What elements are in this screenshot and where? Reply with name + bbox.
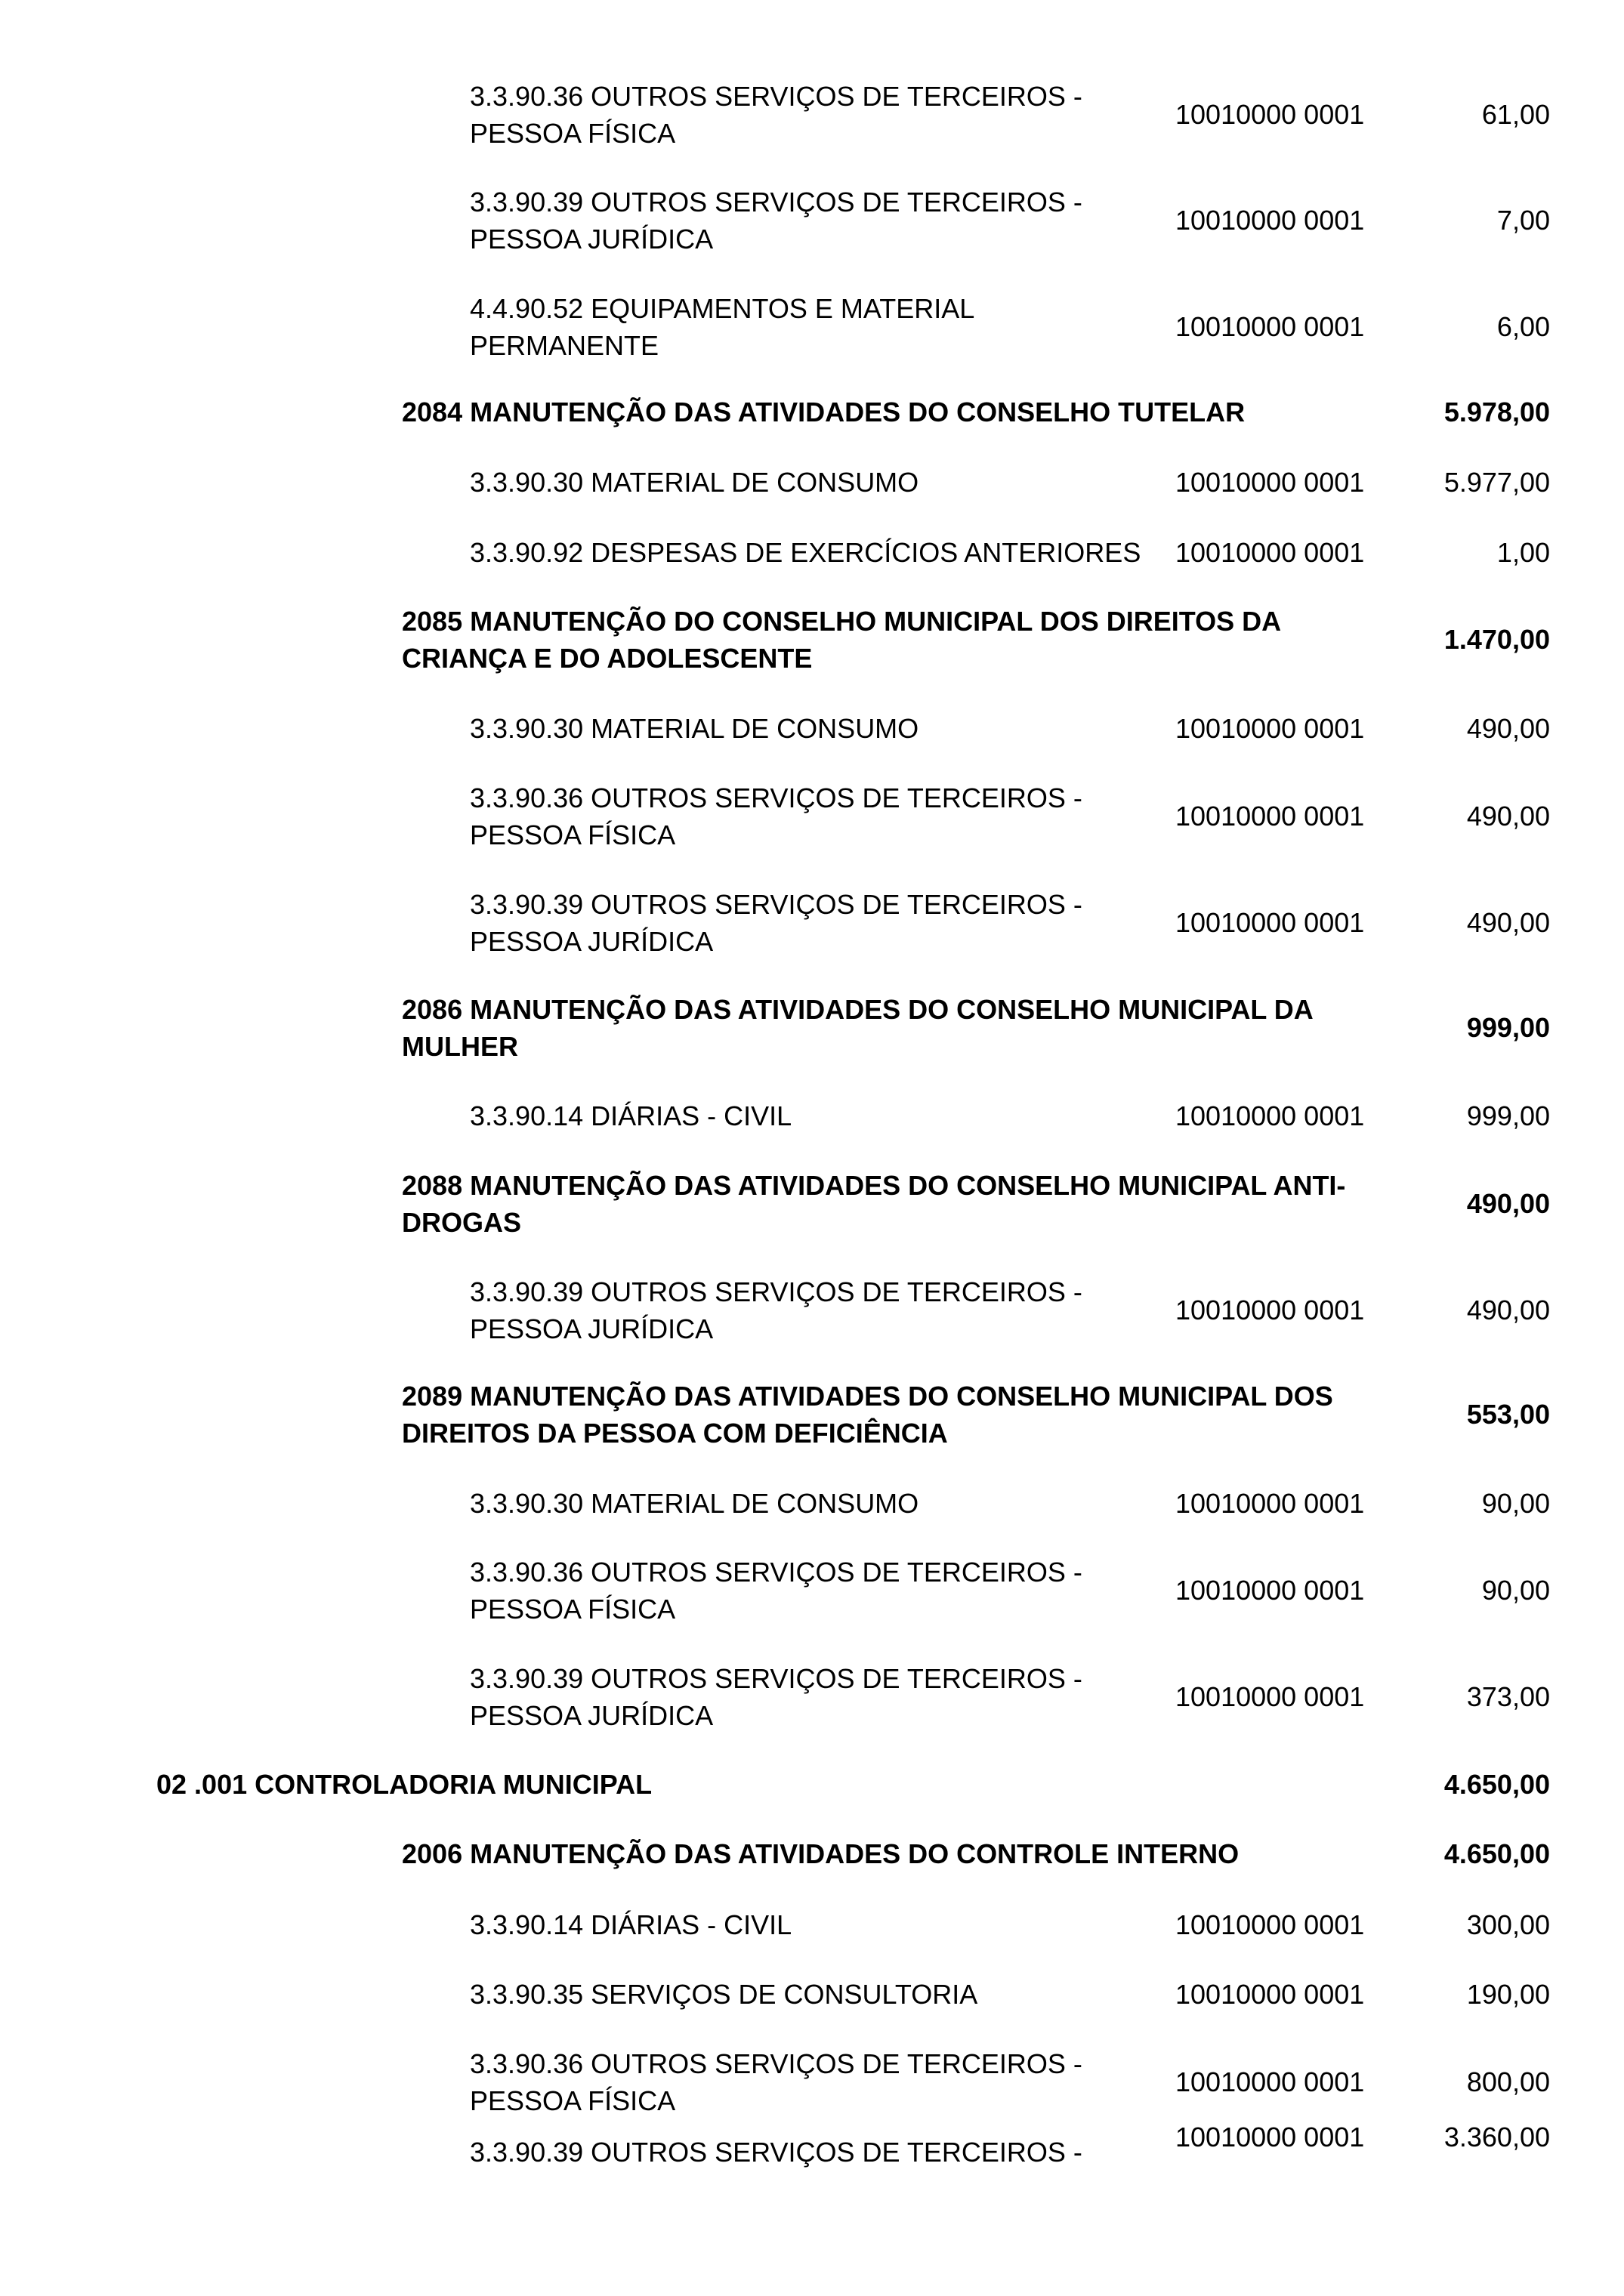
subtotal-amount: 490,00 xyxy=(1466,1188,1550,1219)
expense-amount: 490,00 xyxy=(1466,907,1550,938)
resource-code: 10010000 0001 xyxy=(1175,205,1365,236)
expense-description: 3.3.90.30 MATERIAL DE CONSUMO xyxy=(470,1488,919,1519)
expense-amount: 999,00 xyxy=(1466,1100,1550,1131)
expense-description: 3.3.90.14 DIÁRIAS - CIVIL xyxy=(470,1909,792,1940)
action-title: 2084 MANUTENÇÃO DAS ATIVIDADES DO CONSELHO TUTELAR xyxy=(402,397,1246,427)
action-title: 2088 MANUTENÇÃO DAS ATIVIDADES DO CONSELHO MUNICIPAL ANTI- DROGAS xyxy=(402,1170,1346,1238)
expense-amount: 190,00 xyxy=(1466,1979,1550,2010)
expense-description: 3.3.90.39 OUTROS SERVIÇOS DE TERCEIROS - xyxy=(470,2137,1082,2168)
expense-amount: 373,00 xyxy=(1466,1681,1550,1712)
subtotal-amount: 999,00 xyxy=(1466,1012,1550,1043)
resource-code: 10010000 0001 xyxy=(1175,1575,1365,1606)
resource-code: 10010000 0001 xyxy=(1175,467,1365,498)
subtotal-amount: 5.978,00 xyxy=(1443,397,1550,427)
subtotal-amount: 1.470,00 xyxy=(1443,624,1550,655)
expense-amount: 490,00 xyxy=(1466,713,1550,744)
expense-description: 3.3.90.39 OUTROS SERVIÇOS DE TERCEIROS - PESSOA JURÍDICA xyxy=(470,1276,1082,1344)
expense-description: 3.3.90.36 OUTROS SERVIÇOS DE TERCEIROS - PESSOA FÍSICA xyxy=(470,1557,1082,1625)
resource-code: 10010000 0001 xyxy=(1175,713,1365,744)
action-title: 2006 MANUTENÇÃO DAS ATIVIDADES DO CONTROLE INTERNO xyxy=(402,1838,1240,1869)
resource-code: 10010000 0001 xyxy=(1175,1681,1365,1712)
expense-description: 3.3.90.36 OUTROS SERVIÇOS DE TERCEIROS - PESSOA FÍSICA xyxy=(470,782,1082,850)
expense-description: 3.3.90.36 OUTROS SERVIÇOS DE TERCEIROS - PESSOA FÍSICA xyxy=(470,2048,1082,2116)
resource-code: 10010000 0001 xyxy=(1175,537,1365,568)
expense-description: 3.3.90.39 OUTROS SERVIÇOS DE TERCEIROS - PESSOA JURÍDICA xyxy=(470,187,1082,255)
expense-amount: 6,00 xyxy=(1496,311,1550,342)
expense-amount: 3.360,00 xyxy=(1443,2122,1550,2152)
expense-amount: 800,00 xyxy=(1466,2066,1550,2097)
subtotal-amount: 4.650,00 xyxy=(1443,1838,1550,1869)
expense-description: 3.3.90.14 DIÁRIAS - CIVIL xyxy=(470,1100,792,1131)
expense-amount: 5.977,00 xyxy=(1443,467,1550,498)
expense-amount: 61,00 xyxy=(1481,99,1550,130)
action-title: 2089 MANUTENÇÃO DAS ATIVIDADES DO CONSELHO MUNICIPAL DOS DIREITOS DA PESSOA COM DEFICIÊNCIA xyxy=(402,1381,1333,1449)
subtotal-amount: 4.650,00 xyxy=(1443,1769,1550,1800)
expense-amount: 490,00 xyxy=(1466,1295,1550,1325)
expense-description: 4.4.90.52 EQUIPAMENTOS E MATERIAL PERMANENTE xyxy=(470,293,975,361)
expense-amount: 90,00 xyxy=(1481,1575,1550,1606)
action-title: 2086 MANUTENÇÃO DAS ATIVIDADES DO CONSELHO MUNICIPAL DA MULHER xyxy=(402,994,1314,1062)
expense-description: 3.3.90.92 DESPESAS DE EXERCÍCIOS ANTERIORES xyxy=(470,537,1141,568)
resource-code: 10010000 0001 xyxy=(1175,1488,1365,1519)
expense-amount: 1,00 xyxy=(1496,537,1550,568)
expense-description: 3.3.90.36 OUTROS SERVIÇOS DE TERCEIROS - PESSOA FÍSICA xyxy=(470,81,1082,149)
expense-amount: 7,00 xyxy=(1496,205,1550,236)
expense-description: 3.3.90.39 OUTROS SERVIÇOS DE TERCEIROS - PESSOA JURÍDICA xyxy=(470,889,1082,957)
expense-description: 3.3.90.39 OUTROS SERVIÇOS DE TERCEIROS - PESSOA JURÍDICA xyxy=(470,1663,1082,1731)
expense-amount: 490,00 xyxy=(1466,801,1550,832)
resource-code: 10010000 0001 xyxy=(1175,2122,1365,2152)
resource-code: 10010000 0001 xyxy=(1175,2066,1365,2097)
resource-code: 10010000 0001 xyxy=(1175,1100,1365,1131)
resource-code: 10010000 0001 xyxy=(1175,1909,1365,1940)
resource-code: 10010000 0001 xyxy=(1175,907,1365,938)
expense-amount: 90,00 xyxy=(1481,1488,1550,1519)
resource-code: 10010000 0001 xyxy=(1175,99,1365,130)
action-title: 2085 MANUTENÇÃO DO CONSELHO MUNICIPAL DOS DIREITOS DA CRIANÇA E DO ADOLESCENTE xyxy=(402,606,1282,674)
subtotal-amount: 553,00 xyxy=(1466,1399,1550,1430)
expense-description: 3.3.90.30 MATERIAL DE CONSUMO xyxy=(470,713,919,744)
expense-description: 3.3.90.30 MATERIAL DE CONSUMO xyxy=(470,467,919,498)
unit-title: 02 .001 CONTROLADORIA MUNICIPAL xyxy=(156,1769,653,1800)
expense-amount: 300,00 xyxy=(1466,1909,1550,1940)
resource-code: 10010000 0001 xyxy=(1175,801,1365,832)
resource-code: 10010000 0001 xyxy=(1175,1979,1365,2010)
expense-description: 3.3.90.35 SERVIÇOS DE CONSULTORIA xyxy=(470,1979,978,2010)
resource-code: 10010000 0001 xyxy=(1175,1295,1365,1325)
resource-code: 10010000 0001 xyxy=(1175,311,1365,342)
